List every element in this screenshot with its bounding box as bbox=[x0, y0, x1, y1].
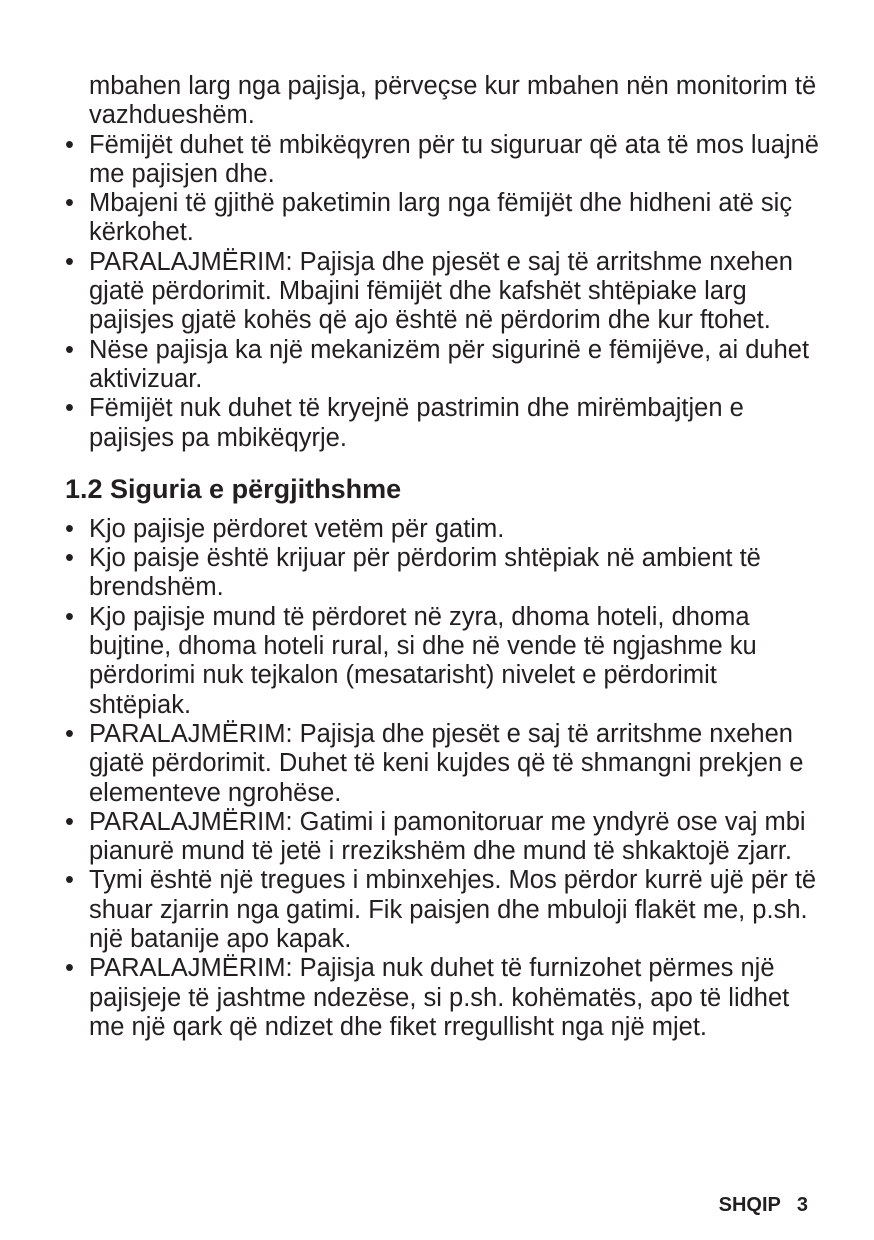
page-footer bbox=[700, 1194, 808, 1217]
footer-language: SHQIP bbox=[718, 1194, 781, 1216]
child-safety-list bbox=[65, 131, 825, 453]
list-item: • Kjo pajisje mund të përdoret në zyra, dhoma hoteli, dhoma bujtine, dhoma hoteli rural, si dhe në vende të ngjashme ku përdorimi nuk tejkalon (mesatarisht) nivelet e përdorimit shtëpiak. bbox=[65, 603, 825, 720]
list-item: • Tymi është një tregues i mbinxehjes. Mos përdor kurrë ujë për të shuar zjarrin nga gatimi. Fik paisjen dhe mbuloji flakët me, p.sh. një batanije apo kapak. bbox=[65, 866, 825, 954]
page-content bbox=[65, 72, 825, 1042]
list-item: • PARALAJMËRIM: Gatimi i pamonitoruar me yndyrë ose vaj mbi pianurë mund të jetë i rrezikshëm dhe mund të shkaktojë zjarr. bbox=[65, 808, 825, 867]
continued-paragraph: mbahen larg nga pajisja, përveçse kur mbahen nën monitorim të vazhdueshëm. bbox=[89, 72, 817, 130]
list-item: • Fëmijët duhet të mbikëqyren për tu siguruar që ata të mos luajnë me pajisjen dhe. bbox=[65, 131, 825, 190]
list-item: • PARALAJMËRIM: Pajisja dhe pjesët e saj të arritshme nxehen gjatë përdorimit. Duhet të keni kujdes që të shmangni prekjen e elementeve ngrohëse. bbox=[65, 720, 825, 808]
list-item: • Kjo paisje është krijuar për përdorim shtëpiak në ambient të brendshëm. bbox=[65, 544, 825, 603]
list-item: • PARALAJMËRIM: Pajisja dhe pjesët e saj të arritshme nxehen gjatë përdorimit. Mbajini fëmijët dhe kafshët shtëpiake larg pajisjes gjatë kohës që ajo është në përdorim dhe kur ftohet. bbox=[65, 248, 825, 336]
list-item: • PARALAJMËRIM: Pajisja nuk duhet të furnizohet përmes një pajisjeje të jashtme ndezëse, si p.sh. kohëmatës, apo të lidhet me një qark që ndizet dhe fiket rregullisht nga një mjet. bbox=[65, 954, 825, 1042]
list-item: • Fëmijët nuk duhet të kryejnë pastrimin dhe mirëmbajtjen e pajisjes pa mbikëqyrje. bbox=[65, 394, 825, 453]
section-heading: 1.2 Siguria e përgjithshme bbox=[65, 473, 402, 504]
page-number: 3 bbox=[796, 1194, 808, 1216]
list-item: • Mbajeni të gjithë paketimin larg nga fëmijët dhe hidheni atë siç kërkohet. bbox=[65, 189, 825, 248]
list-item: • Nëse pajisja ka një mekanizëm për sigurinë e fëmijëve, ai duhet aktivizuar. bbox=[65, 336, 825, 395]
list-item: • Kjo pajisje përdoret vetëm për gatim. bbox=[65, 515, 825, 544]
general-safety-list bbox=[65, 515, 825, 1042]
